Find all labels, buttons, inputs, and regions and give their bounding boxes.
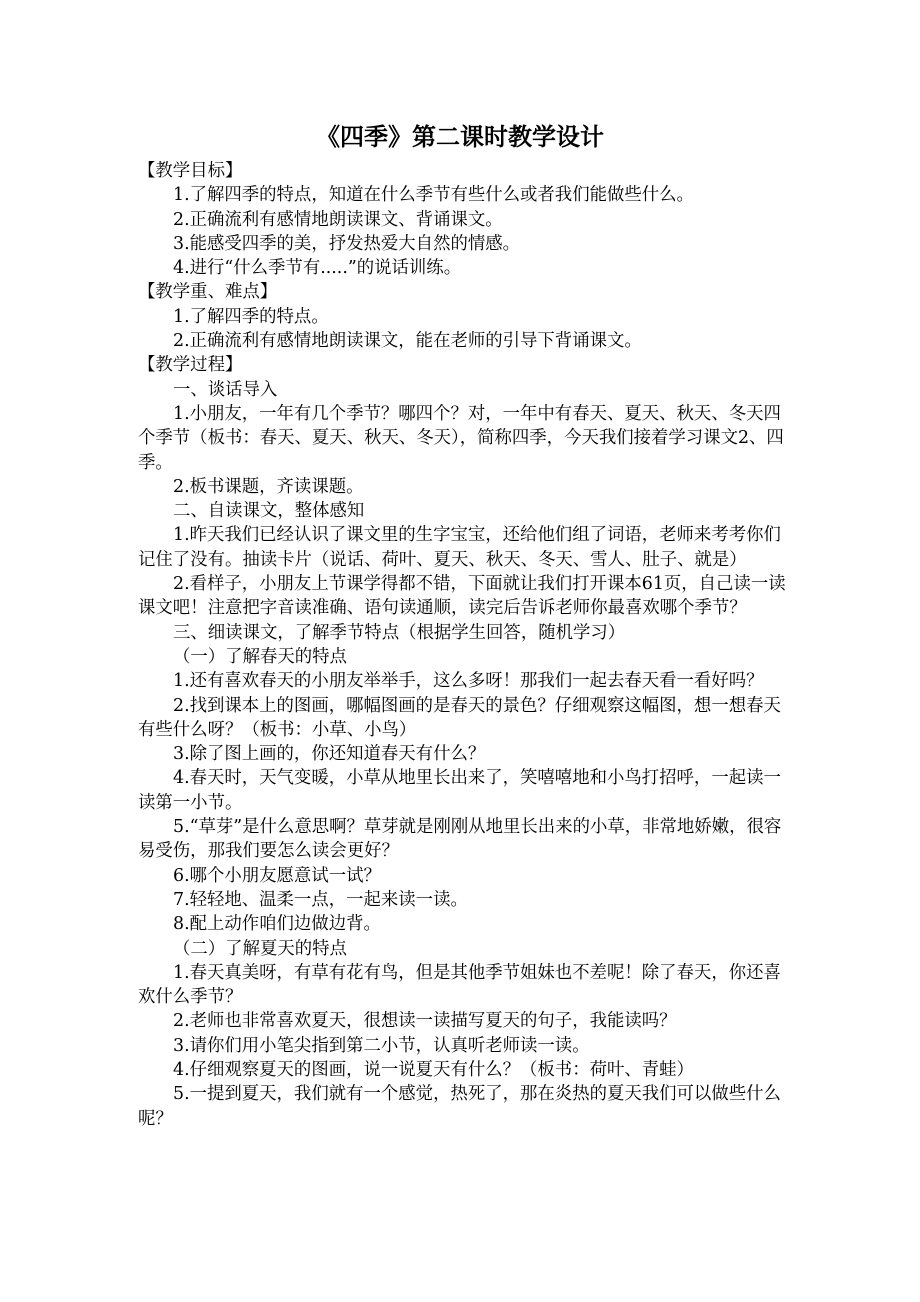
summer-item: 2.老师也非常喜欢夏天，很想读一读描写夏天的句子，我能读吗？ [173, 1011, 677, 1032]
process-item: 2.板书课题，齐读课题。 [173, 476, 364, 497]
key-point-item: 2.正确流利有感情地朗读课文，能在老师的引导下背诵课文。 [173, 331, 642, 352]
process-item: 1.小朋友，一年有几个季节？哪四个？对，一年中有春天、夏天、秋天、冬天四个季节（板书：春天、夏天、秋天、冬天），简称四季，今天我们接着学习课文2、四季。 [138, 403, 784, 473]
goal-item: 1.了解四季的特点，知道在什么季节有些什么或者我们能做些什么。 [173, 185, 694, 206]
summer-item: 1.春天真美呀，有草有花有鸟，但是其他季节姐妹也不差呢！除了春天，你还喜欢什么季节？ [138, 962, 781, 1008]
spring-item: 4.春天时，天气变暖，小草从地里长出来了，笑嘻嘻地和小鸟打招呼，一起读一读第一小节。 [138, 768, 781, 813]
subsection-heading-self-reading: 二、自读课文，整体感知 [173, 501, 365, 522]
spring-item: 6.哪个小朋友愿意试一试？ [173, 865, 381, 886]
subsection-heading-spring: （一）了解春天的特点 [173, 646, 347, 667]
summer-item: 4.仔细观察夏天的图画，说一说夏天有什么？（板书：荷叶、青蛙） [173, 1059, 694, 1080]
document-body [138, 159, 788, 1131]
goal-item: 3.能感受四季的美，抒发热爱大自然的情感。 [173, 233, 521, 254]
spring-item: 5.“草芽”是什么意思啊？草芽就是刚刚从地里长出来的小草，非常地娇嫩，很容易受伤，那我们要怎么读会更好？ [138, 817, 782, 862]
subsection-heading-close-reading: 三、细读课文，了解季节特点（根据学生回答，随机学习） [173, 622, 626, 643]
spring-item: 3.除了图上画的，你还知道春天有什么？ [173, 744, 486, 765]
goal-item: 4.进行“什么季节有.....”的说话训练。 [173, 258, 462, 279]
subsection-heading-summer: （二）了解夏天的特点 [173, 938, 347, 959]
process-item: 1.昨天我们已经认识了课文里的生字宝宝，还给他们组了词语，老师来考考你们记住了没有。抽读卡片（说话、荷叶、夏天、秋天、冬天、雪人、肚子、就是） [138, 525, 781, 570]
goal-item: 2.正确流利有感情地朗读课文、背诵课文。 [173, 209, 503, 230]
subsection-heading-intro: 一、谈话导入 [173, 379, 278, 400]
summer-item: 3.请你们用小笔尖指到第二小节，认真听老师读一读。 [173, 1035, 590, 1056]
spring-item: 2.找到课本上的图画，哪幅图画的是春天的景色？仔细观察这幅图，想一想春天有些什么呀？（板书：小草、小鸟） [138, 695, 781, 740]
section-heading-process: 【教学过程】 [138, 355, 243, 376]
spring-item: 7.轻轻地、温柔一点，一起来读一读。 [173, 889, 468, 910]
section-heading-key-points: 【教学重、难点】 [138, 282, 278, 303]
spring-item: 8.配上动作咱们边做边背。 [173, 914, 381, 935]
process-item: 2.看样子，小朋友上节课学得都不错，下面就让我们打开课本61页，自己读一读课文吧！注意把字音读准确、语句读通顺，读完后告诉老师你最喜欢哪个季节？ [138, 574, 786, 619]
spring-item: 1.还有喜欢春天的小朋友举举手，这么多呀！那我们一起去春天看一看好吗？ [173, 671, 764, 692]
summer-item: 5.一提到夏天，我们就有一个感觉，热死了，那在炎热的夏天我们可以做些什么呢？ [138, 1084, 781, 1129]
key-point-item: 1.了解四季的特点。 [173, 306, 329, 327]
section-heading-goals: 【教学目标】 [138, 161, 243, 181]
page-title: 《四季》第二课时教学设计 [316, 123, 604, 151]
